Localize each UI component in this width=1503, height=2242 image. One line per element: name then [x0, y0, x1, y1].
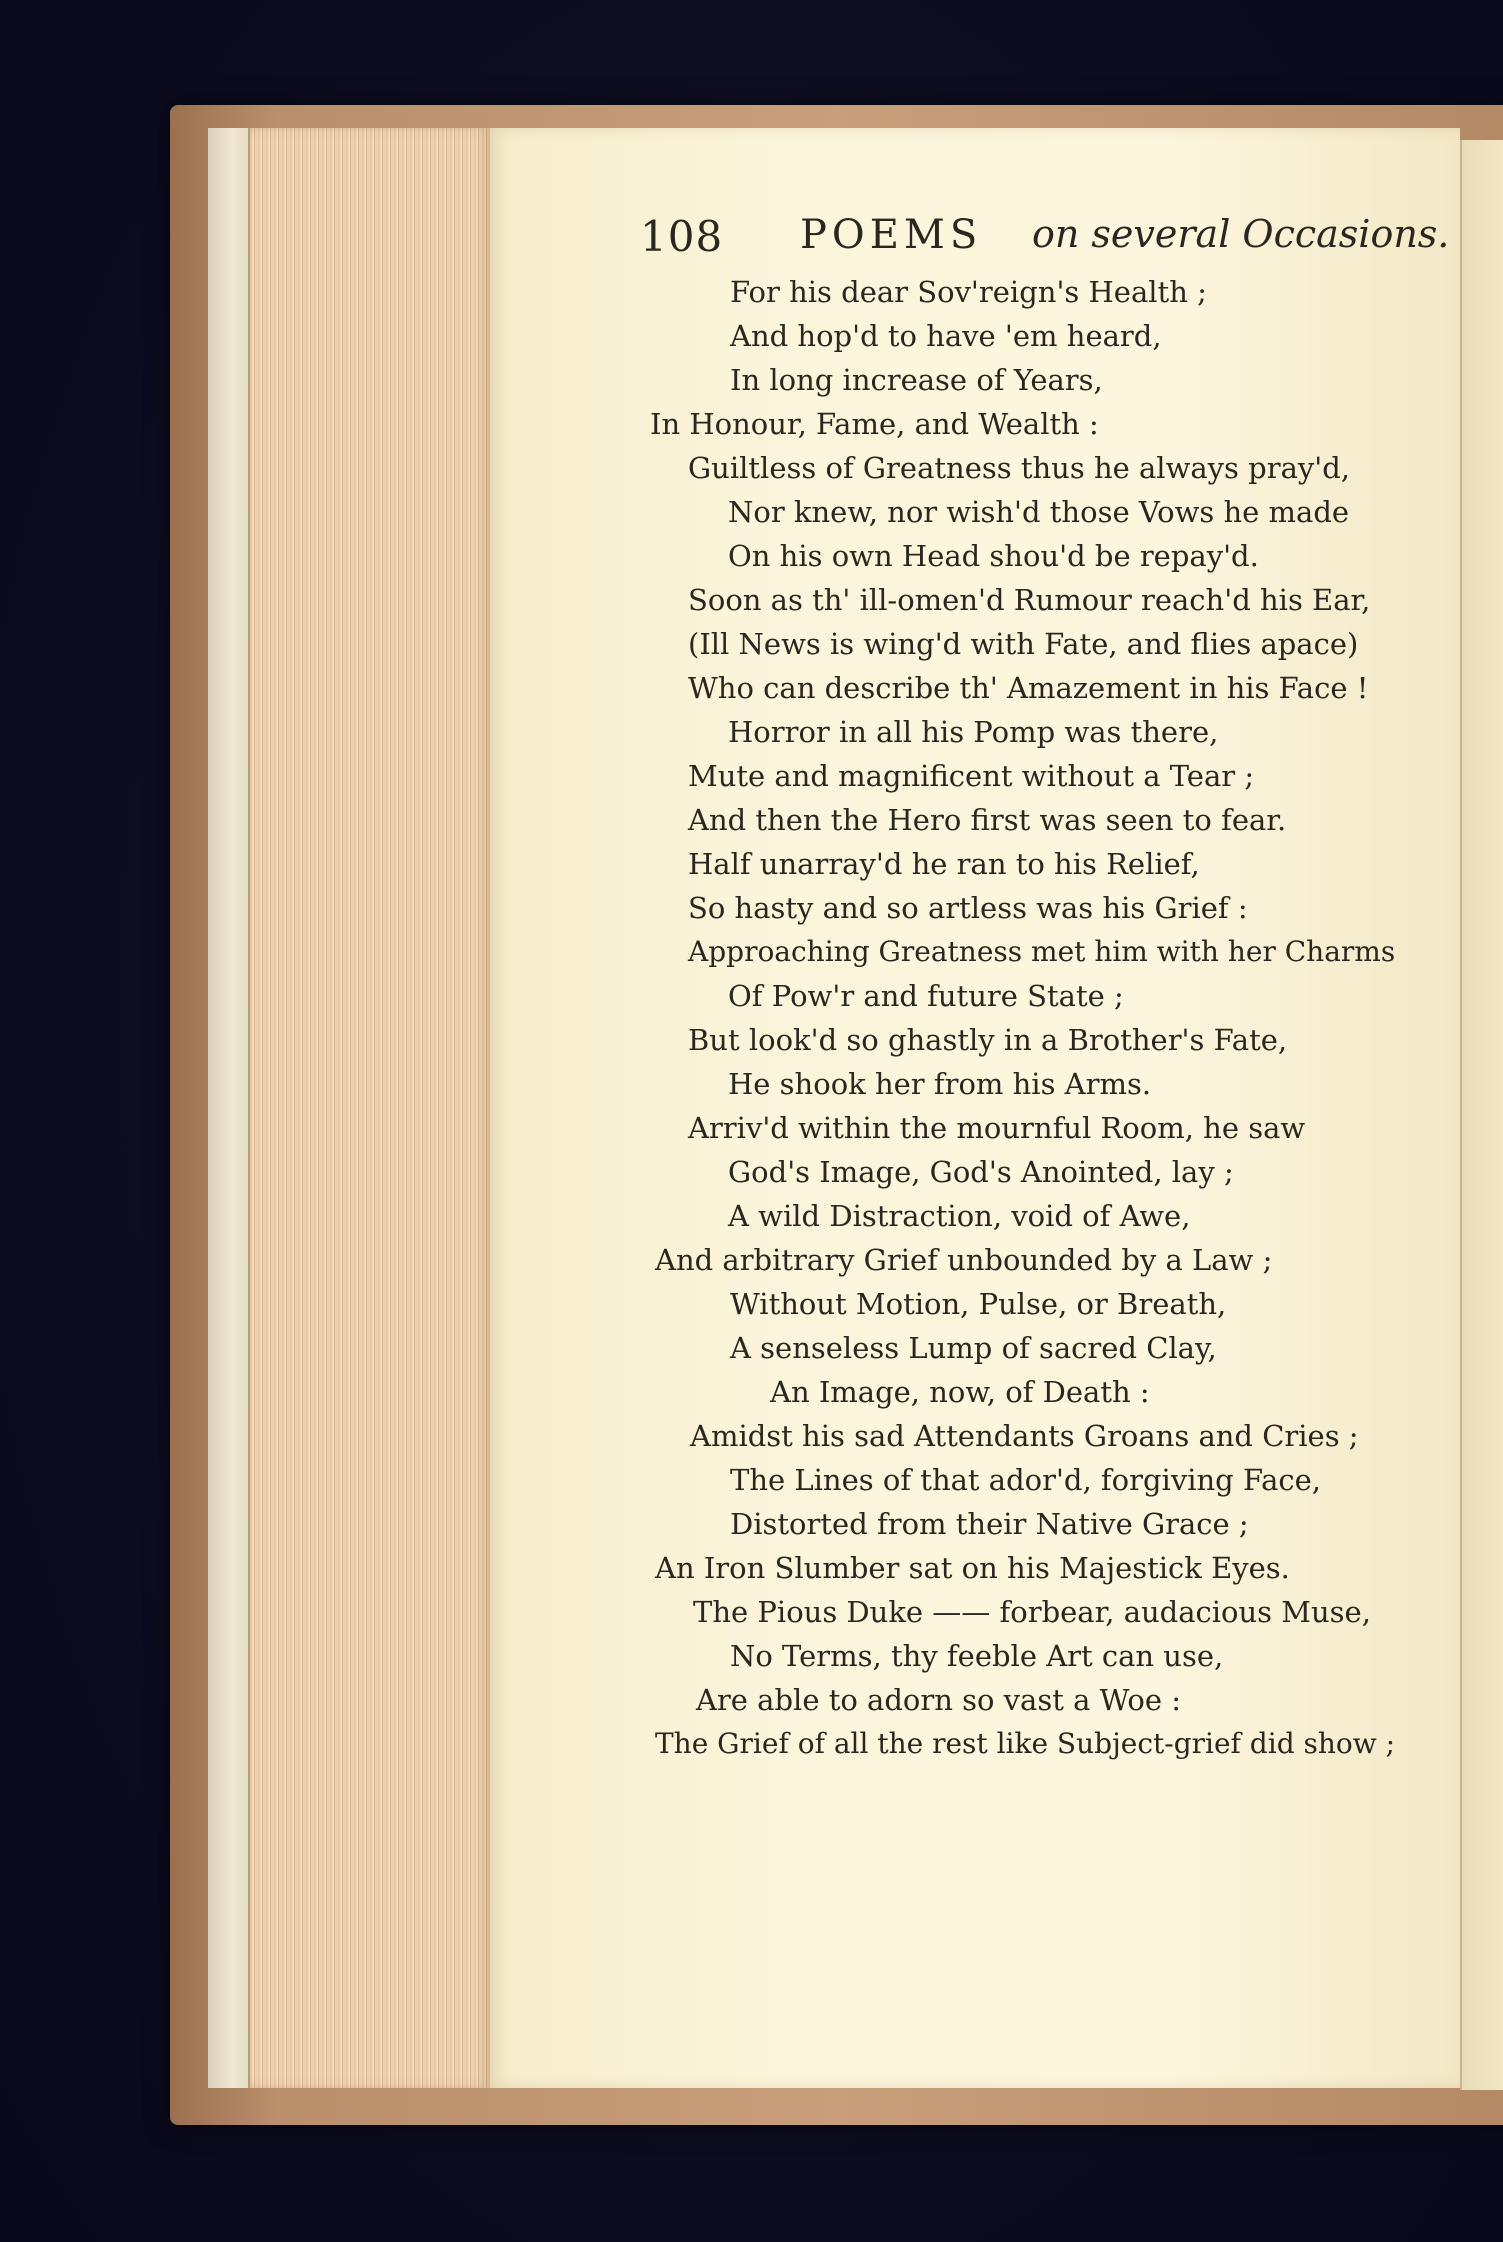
verse-line: An Image, now, of Death :	[770, 1375, 1150, 1409]
verse-line: No Terms, thy feeble Art can use,	[730, 1639, 1224, 1673]
verse-line: Soon as th' ill-omen'd Rumour reach'd his Ear,	[688, 583, 1371, 617]
verse-line: So hasty and so artless was his Grief :	[688, 891, 1248, 925]
verse-line: A senseless Lump of sacred Clay,	[730, 1331, 1217, 1365]
verse-line: And hop'd to have 'em heard,	[730, 319, 1162, 353]
verse-line: Who can describe th' Amazement in his Face !	[688, 671, 1369, 705]
verse-line: Horror in all his Pomp was there,	[728, 715, 1219, 749]
verse-line: The Pious Duke —— forbear, audacious Muse,	[693, 1595, 1371, 1629]
verse-line: In long increase of Years,	[730, 363, 1103, 397]
page-number: 108	[640, 212, 724, 261]
running-head-title: POEMS	[800, 212, 983, 258]
verse-line: Approaching Greatness met him with her Charms	[688, 935, 1396, 968]
verse-line: Mute and magnificent without a Tear ;	[688, 759, 1255, 793]
running-head-subtitle: on several Occasions.	[1032, 212, 1450, 256]
verse-line: Amidst his sad Attendants Groans and Cries ;	[690, 1419, 1359, 1453]
verse-line: Arriv'd within the mournful Room, he saw	[688, 1111, 1306, 1145]
verse-line: For his dear Sov'reign's Health ;	[730, 275, 1207, 309]
verse-line: On his own Head shou'd be repay'd.	[728, 539, 1259, 573]
verse-line: Distorted from their Native Grace ;	[730, 1507, 1249, 1541]
verse-line: He shook her from his Arms.	[728, 1067, 1152, 1101]
verse-line: And arbitrary Grief unbounded by a Law ;	[655, 1243, 1273, 1277]
verse-line: (Ill News is wing'd with Fate, and flies apace)	[688, 627, 1359, 661]
verse-line: An Iron Slumber sat on his Majestick Eyes.	[655, 1551, 1290, 1585]
verse-line: But look'd so ghastly in a Brother's Fate,	[688, 1023, 1288, 1057]
verse-line: Are able to adorn so vast a Woe :	[696, 1683, 1182, 1717]
verse-line: God's Image, God's Anointed, lay ;	[728, 1155, 1234, 1189]
verse-line: Guiltless of Greatness thus he always pray'd,	[688, 451, 1351, 485]
verse-line: The Lines of that ador'd, forgiving Face,	[730, 1463, 1322, 1497]
verse-line: Without Motion, Pulse, or Breath,	[730, 1287, 1227, 1321]
verse-line: Half unarray'd he ran to his Relief,	[688, 847, 1200, 881]
verse-line: Nor knew, nor wish'd those Vows he made	[728, 495, 1350, 529]
verse-line: The Grief of all the rest like Subject-grief did show ;	[655, 1727, 1396, 1760]
verse-line: Of Pow'r and future State ;	[728, 979, 1124, 1013]
verse-line: And then the Hero first was seen to fear.	[688, 803, 1287, 837]
verse-line: In Honour, Fame, and Wealth :	[650, 407, 1099, 441]
verse-line: A wild Distraction, void of Awe,	[728, 1199, 1191, 1233]
